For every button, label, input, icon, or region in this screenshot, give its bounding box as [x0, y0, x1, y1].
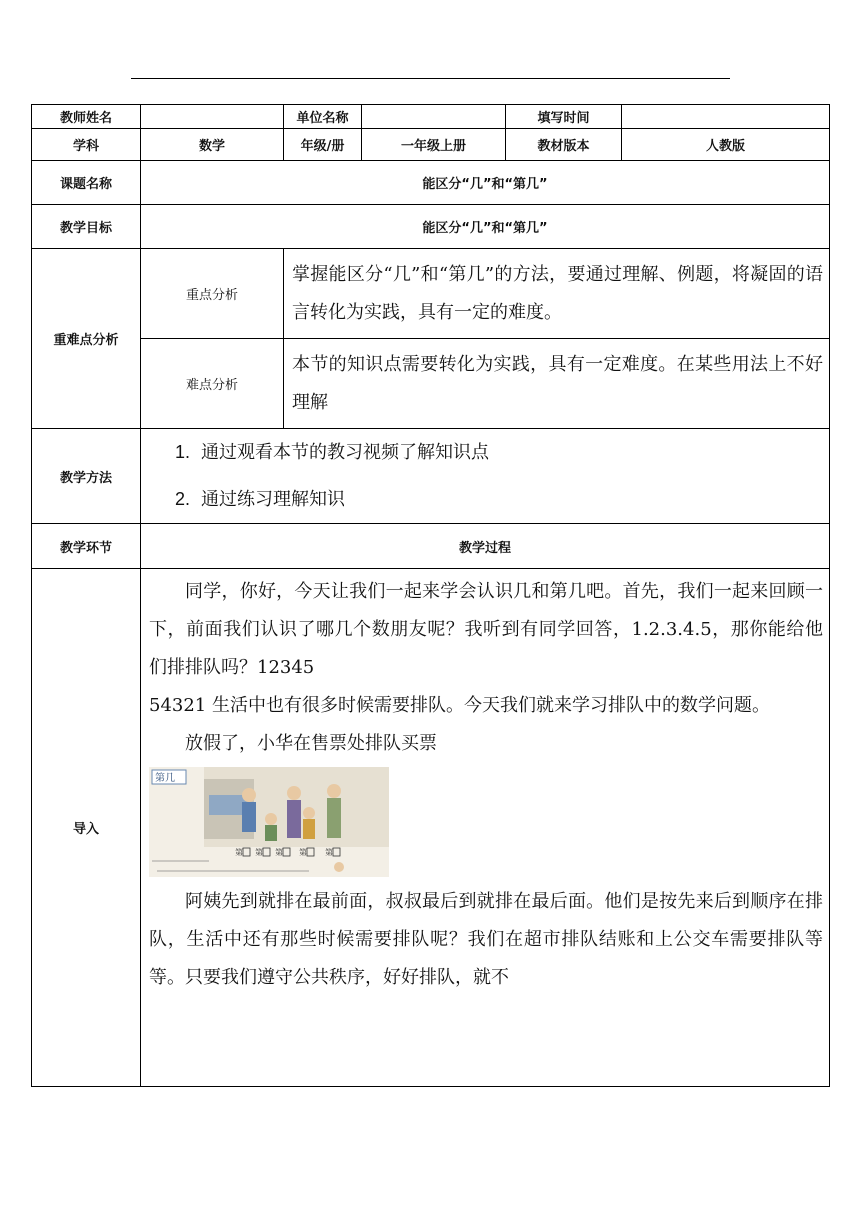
process-label: 教学过程 [141, 524, 830, 569]
table-row [32, 524, 830, 569]
intro-content [141, 569, 830, 1087]
method-label: 教学方法 [32, 429, 141, 524]
list-number: 1. [175, 442, 191, 462]
textbook-label: 教材版本 [506, 129, 622, 161]
queue-illustration [149, 767, 389, 877]
table-row [32, 161, 830, 205]
svg-text:第: 第 [235, 848, 243, 857]
lesson-plan-table [31, 104, 830, 1087]
svg-text:第: 第 [325, 848, 333, 857]
fill-time-label: 填写时间 [506, 105, 622, 129]
goal-value: 能区分“几”和“第几” [141, 205, 830, 249]
teacher-name-label: 教师姓名 [32, 105, 141, 129]
table-row [32, 129, 830, 161]
svg-text:第: 第 [255, 848, 263, 857]
textbook-value: 人教版 [622, 129, 830, 161]
list-item [175, 429, 829, 476]
list-number: 2. [175, 489, 191, 509]
svg-text:第: 第 [275, 848, 283, 857]
list-item [175, 476, 829, 523]
subject-value: 数学 [141, 129, 284, 161]
goal-label: 教学目标 [32, 205, 141, 249]
queue-illustration-image [149, 767, 389, 877]
unit-name-label: 单位名称 [284, 105, 362, 129]
unit-name-value [362, 105, 506, 129]
method-list [141, 429, 829, 523]
subject-label: 学科 [32, 129, 141, 161]
svg-text:第: 第 [299, 848, 307, 857]
intro-paragraph-3: 放假了，小华在售票处排队买票 [185, 733, 437, 754]
process-stage-label: 教学环节 [32, 524, 141, 569]
svg-text:第几: 第几 [155, 773, 175, 784]
header-rule [131, 78, 730, 79]
table-row [32, 249, 830, 339]
list-text: 通过练习理解知识 [201, 489, 345, 510]
hard-analysis-text: 本节的知识点需要转化为实践，具有一定难度。在某些用法上不好理解 [284, 339, 830, 429]
table-row [32, 205, 830, 249]
topic-value: 能区分“几”和“第几” [141, 161, 830, 205]
fill-time-value [622, 105, 830, 129]
key-analysis-label: 重点分析 [141, 249, 284, 339]
intro-paragraph-1: 同学，你好，今天让我们一起来学会认识几和第几吧。首先，我们一起来回顾一下，前面我们认识了哪几个数朋友呢？我听到有同学回答，1.2.3.4.5，那你能给他们排排队吗？12345 [149, 581, 823, 678]
topic-label: 课题名称 [32, 161, 141, 205]
table-row [32, 569, 830, 1087]
intro-label: 导入 [32, 569, 141, 1087]
table-row [32, 105, 830, 129]
key-analysis-text: 掌握能区分“几”和“第几”的方法，要通过理解、例题，将凝固的语言转化为实践，具有一定的难度。 [284, 249, 830, 339]
method-list-cell [141, 429, 830, 524]
list-text: 通过观看本节的教习视频了解知识点 [201, 442, 489, 463]
grade-value: 一年级上册 [362, 129, 506, 161]
teacher-name-value [141, 105, 284, 129]
intro-paragraph-4: 阿姨先到就排在最前面，叔叔最后到就排在最后面。他们是按先来后到顺序在排队，生活中还有那些时候需要排队呢？我们在超市排队结账和上公交车需要排队等等。只要我们遵守公共秩序，好好排队，就不 [149, 891, 823, 988]
grade-label: 年级/册 [284, 129, 362, 161]
table-row [32, 429, 830, 524]
difficulty-label: 重难点分析 [32, 249, 141, 429]
hard-analysis-label: 难点分析 [141, 339, 284, 429]
table-row [32, 339, 830, 429]
intro-paragraph-2: 54321 生活中也有很多时候需要排队。今天我们就来学习排队中的数学问题。 [149, 695, 770, 716]
